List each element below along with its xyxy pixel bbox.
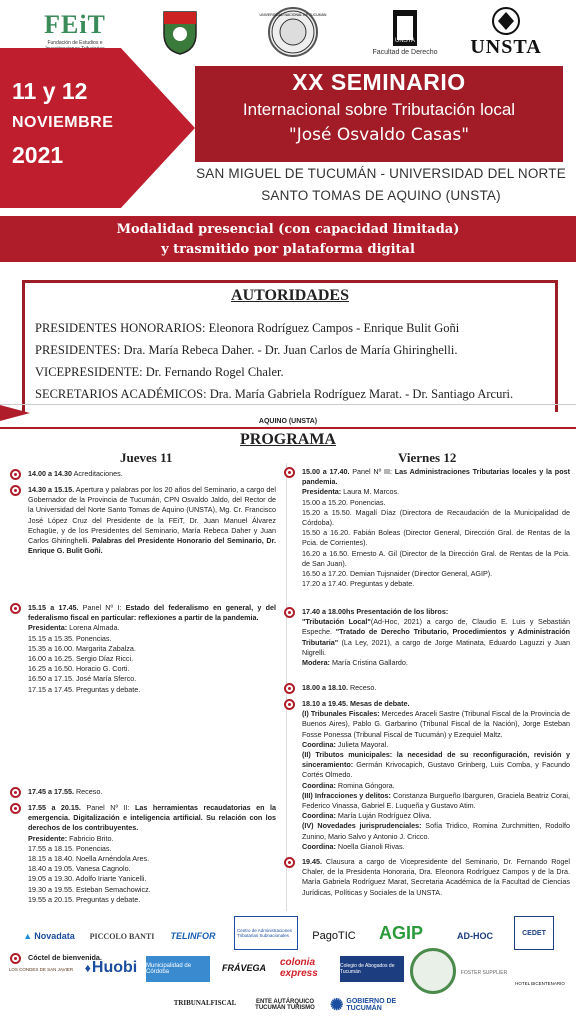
gobierno-text: GOBIERNO DE TUCUMÁN <box>346 998 397 1012</box>
bullet-icon <box>284 857 295 868</box>
agip-logo: AGIP <box>378 922 423 943</box>
authorities-secretaries: SECRETARIOS ACADÉMICOS: Dra. María Gabriela Rodríguez Marat. - Dr. Santiago Arcuri. <box>35 387 514 401</box>
unsta-logo <box>458 4 554 60</box>
centro-administraciones-logo: Centro de Administraciones Tributarias Subnacionales <box>234 916 298 950</box>
huobi-logo <box>80 956 142 980</box>
unt-seal-logo <box>259 4 327 60</box>
authorities-vicepresident: VICEPRESIDENTE: Dr. Fernando Rogel Chaler. <box>35 365 284 379</box>
huobi-text: Huobi <box>91 959 138 976</box>
hotel-bicentenario-logo: HOTEL BICENTENARIO <box>515 981 565 986</box>
piccolo-banti-logo: PICCOLO BANTI <box>89 931 155 941</box>
facultad-derecho-logo <box>365 4 445 60</box>
authorities-box <box>22 280 558 412</box>
day1-schedule-item: 14.00 a 14.30 Acreditaciones. <box>28 469 276 479</box>
program-heading: PROGRAMA <box>240 431 336 448</box>
program-divider <box>0 427 576 429</box>
gobierno-tucuman-logo <box>330 992 422 1018</box>
novadata-logo <box>14 926 84 946</box>
green-seal-logo <box>410 948 456 994</box>
day2-schedule-item: 15.00 a 17.40. Panel Nº III: Las Administraciones Tributarias locales y la post pandemia. Presidenta: Laura M. Marcos. 15.00 a 15.20. Ponencias. 15.20 a 15.50. Magalí Díaz (Directora de Recaudación de la Municipalidad de Córdoba). 15.50 a 16.20. Fabián Boleas (Director General, Dirección Gral. de Rentas de la Pcia. de Corrientes). 16.20 a 16.50. Ernesto A. Gil (Director de la Dirección Gral. de Rentas de la Pcia. de San Juan). 16.50 a 17.20. Demian Tujsnaider (Director General, AGIP). 17.20 a 17.40. Preguntas y debate. <box>302 467 570 589</box>
unt-seal <box>259 7 327 57</box>
facultad-derecho-text: Facultad de Derecho <box>372 49 438 56</box>
authorities-presidents: PRESIDENTES: Dra. María Rebeca Daher. - Dr. Juan Carlos de María Ghiringhelli. <box>35 343 458 357</box>
day1-schedule-item: 14.30 a 15.15. Apertura y palabras por los 20 años del Seminario, a cargo del Gobernador de la Provincia de Tucumán, CPN Osvaldo Jaldo, del Rector de la Universidad del Norte Santo Tomas de Aquino (UNSTA), Mg. Cr. Francisco José López Cruz del Presidente de la FEiT, Dr. Juan Manuel Álvarez Echagüe, y de los Presidentes del Seminario, María Rebeca Daher y Juan Carlos Ghiringhelli. Palabras del Presidente Honorario del Seminario, Dr. Enrique G. Bulit Goñi. <box>28 485 276 556</box>
adhoc-logo: AD-HOC <box>457 931 493 941</box>
novadata-text: Novadata <box>34 931 75 941</box>
fravega-logo: FRÁVEGA <box>221 963 266 973</box>
telinfor-logo: TELINFOR <box>170 931 216 941</box>
modality-line-1: Modalidad presencial (con capacidad limitada) <box>116 222 460 237</box>
day2-heading: Viernes 12 <box>398 450 457 465</box>
date-month: NOVIEMBRE <box>12 114 114 131</box>
foster-supplier-logo: FOSTER SUPPLIER <box>460 970 508 976</box>
day2-schedule-item: 18.10 a 19.45. Mesas de debate. (I) Tribunales Fiscales: Mercedes Araceli Sastre (Tribunal Fiscal de la Provincia de Buenos Aires), Pablo G. Garbarino (Tribunal Fiscal de la Nación), Jorge Esteban Fosse Ponessa (Tribunal Fiscal de Tucumán) y Ezequiel Maltz. Coordina: Julieta Mayoral. (II) Tributos municipales: la necesidad de su reconfiguración, revisión y sinceramiento: Germán Krivocapich, Gustavo Grinberg, Luis Comba, y Facundo Cortés Olmedo. Coordina: Romina Góngora. (III) Infracciones y delitos: Constanza Burgueño Ibarguren, Graciela Beatriz Corai, Federico Vinassa, Gabriel E. Luqueña y Gustavo Atim. Coordina: María Luján Rodríguez Oliva. (IV) Novedades jurisprudenciales: Sofía Tridico, Romina Zurchmitten, Rodolfo Zunino, Mario Salvo y Antonio J. Cricco. Coordina: Noella Gianoli Rivas. <box>302 699 570 852</box>
seminar-title-box <box>195 66 563 162</box>
seminar-title: XX SEMINARIO <box>292 69 466 95</box>
date-year: 2021 <box>12 142 64 168</box>
day1-heading: Jueves 11 <box>120 450 173 465</box>
location-line-1: SAN MIGUEL DE TUCUMÁN - UNIVERSIDAD DEL NORTE <box>196 166 566 181</box>
sponsors-section <box>0 912 576 1024</box>
day2-schedule-item: 17.40 a 18.00hs Presentación de los libros: "Tributación Local"(Ad-Hoc, 2021) a cargo de, Claudio E. Luis y Sebastián Espeche. "Tratado de Derecho Tributario, Procedimientos y Administración Tributaria" (La Ley, 2021), a cargo de Jorge Matinata, Eduardo Laguzzi y Juan Nigrelli. Modera: María Cristina Gallardo. <box>302 607 570 668</box>
seminar-honoree: "José Osvaldo Casas" <box>288 125 470 145</box>
colonia-express-logo: colonia express <box>280 957 318 979</box>
los-condes-logo: LOS CONDES DE SAN JAVIER <box>8 966 74 972</box>
bullet-icon <box>10 603 21 614</box>
shield-crest-logo <box>155 4 205 60</box>
day1-schedule-item: 17.55 a 20.15. Panel Nº II: Las herramientas recaudatorias en la emergencia. Digitalización e inteligencia artificial. Su relación con los derechos de los contribuyentes. Presidente: Fabricio Brito. 17.55 a 18.15. Ponencias. 18.15 a 18.40. Noella Arnéndola Ares. 18.40 a 19.05. Vanesa Cagnolo. 19.05 a 19.30. Adolfo Iriarte Yanicelli. 19.30 a 19.55. Esteban Semachowicz. 19.55 a 20.15. Preguntas y debate. <box>28 803 276 905</box>
novadata-icon: ▲ <box>23 931 33 941</box>
date-days: 11 y 12 <box>12 78 88 104</box>
day2-schedule-item: 18.00 a 18.10. Receso. <box>302 683 570 693</box>
bullet-icon <box>284 683 295 694</box>
bullet-icon <box>284 699 295 710</box>
modality-banner <box>0 216 576 262</box>
authorities-heading: AUTORIDADES <box>231 287 349 304</box>
day1-schedule-item: 15.15 a 17.45. Panel Nº I: Estado del federalismo en general, y del federalismo fiscal en particular: reflexiones a partir de la pandemia. Presidenta: Lorena Almada. 15.15 a 15.35. Ponencias. 15.35 a 16.00. Margarita Zabalza. 16.00 a 16.25. Sergio Díaz Ricci. 16.25 a 16.50. Horacio G. Corti. 16.50 a 17.15. José María Sferco. 17.15 a 17.45. Preguntas y debate. <box>28 603 276 695</box>
cedet-logo: CEDET <box>514 916 554 950</box>
svg-text:UNIVERSIDAD NACIONAL DE TUCUMÁ: UNIVERSIDAD NACIONAL DE TUCUMÁN <box>259 13 327 17</box>
bullet-icon <box>10 787 21 798</box>
tucuman-turismo-logo: ENTE AUTÁRQUICO TUCUMÁN TURISMO <box>255 999 315 1011</box>
gobierno-emblem-icon: ✺ <box>330 997 344 1014</box>
colegio-abogados-logo: Colegio de Abogados de Tucumán <box>340 956 404 982</box>
unsta-logo-text: UNSTA <box>470 35 542 58</box>
seminar-subtitle: Internacional sobre Tributación local <box>242 100 516 119</box>
program-small-header: AQUINO (UNSTA) <box>258 418 318 425</box>
authorities-honorary: PRESIDENTES HONORARIOS: Eleonora Rodríguez Campos - Enrique Bulit Goñi <box>35 321 460 335</box>
bullet-icon <box>10 485 21 496</box>
feit-logo-text: FEiT <box>44 10 106 39</box>
day1-schedule-item: Cóctel de bienvenida. <box>28 953 276 963</box>
huobi-flame-icon: ♦ <box>84 961 91 975</box>
bullet-icon <box>10 803 21 814</box>
day2-schedule-item: 19.45. Clausura a cargo de Vicepresidente del Seminario, Dr. Fernando Rogel Chaler, de la Presidenta Honoraria, Dra. Eleonora Rodríguez Campos y de la Dra. María Gabriela Rodríguez Marat, Secretaria Académica de la Facultad de Ciencias Jurídicas, Políticas y Sociales de la UNSTA. <box>302 857 570 898</box>
location-line-2: SANTO TOMAS DE AQUINO (UNSTA) <box>261 188 501 203</box>
tribunal-fiscal-logo: TRIBUNALFISCAL <box>173 999 237 1007</box>
pagotic-logo: PagoTIC <box>312 930 356 942</box>
svg-text:UNSTA: UNSTA <box>395 38 415 44</box>
bullet-icon <box>10 469 21 480</box>
bullet-icon <box>284 467 295 478</box>
bullet-icon <box>284 607 295 618</box>
feit-logo-subtitle: Fundación de Estudios e <box>47 40 103 46</box>
modality-line-2: y trasmitido por plataforma digital <box>161 242 415 257</box>
municipalidad-cordoba-logo: Municipalidad de Córdoba <box>146 956 210 982</box>
day1-schedule-item: 17.45 a 17.55. Receso. <box>28 787 276 797</box>
